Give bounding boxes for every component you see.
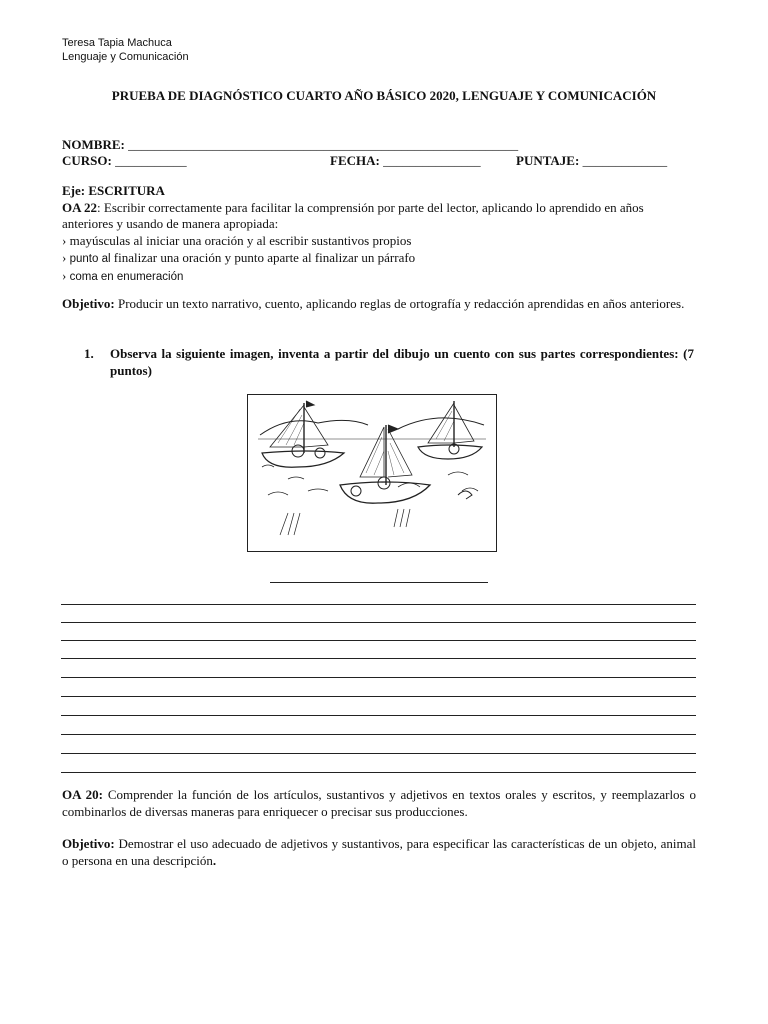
writing-line[interactable]: [61, 753, 696, 754]
writing-line[interactable]: [61, 772, 696, 773]
student-fields: [62, 137, 702, 169]
fecha-group: [330, 153, 481, 169]
objetivo-1-text: Producir un texto narrativo, cuento, aplicando reglas de ortografía y redacción aprendidas en años anteriores.: [114, 296, 685, 311]
eje-heading: Eje: ESCRITURA: [62, 183, 165, 198]
puntaje-group: [516, 153, 667, 169]
oa22-label: OA 22: [62, 199, 98, 215]
fecha-field[interactable]: _______________: [383, 153, 481, 168]
oa20-section: [62, 787, 696, 820]
objetivo-1: [62, 296, 696, 313]
writing-line[interactable]: [61, 640, 696, 641]
objetivo-2: Objetivo: Demostrar el uso adecuado de adjetivos y sustantivos, para especificar las características de un objeto, animal o persona en una descripción.: [62, 836, 696, 868]
oa22-text: : Escribir correctamente para facilitar la comprensión por parte del lector, aplicando lo aprendido en años anteriores y usando de manera apropiada:: [62, 199, 644, 231]
curso-row: [62, 153, 702, 169]
bullet-item: › coma en enumeración: [62, 267, 184, 283]
oa20-text: Comprender la función de los artículos, sustantivos y adjetivos en textos orales y escritos, y reemplazarlos o combinarlos de diversas maneras para enriquecer o precisar sus producciones.: [62, 787, 696, 819]
bullet-item: › mayúsculas al iniciar una oración y al escribir sustantivos propios: [62, 232, 412, 248]
subject-name: Lenguaje y Comunicación: [62, 51, 189, 63]
page-title: PRUEBA DE DIAGNÓSTICO CUARTO AÑO BÁSICO 2020, LENGUAJE Y COMUNICACIÓN: [111, 88, 657, 103]
document-header: [62, 36, 189, 64]
oa20-label: OA 20:: [62, 787, 103, 802]
objetivo-2-label: Objetivo:: [62, 836, 115, 851]
story-title-line[interactable]: [270, 582, 488, 583]
fecha-label: FECHA:: [330, 153, 380, 168]
writing-line[interactable]: [61, 715, 696, 716]
writing-line[interactable]: [61, 734, 696, 735]
sailboats-illustration: [247, 394, 497, 552]
bullet-item: › punto al finalizar una oración y punto aparte al finalizar un párrafo: [62, 250, 416, 265]
writing-line[interactable]: [61, 677, 696, 678]
puntaje-field[interactable]: _____________: [582, 153, 668, 168]
objetivo-2-text: Demostrar el uso adecuado de adjetivos y sustantivos, para especificar las características de un objeto, animal o persona en una descripción: [62, 836, 696, 868]
author-name: Teresa Tapia Machuca: [62, 37, 172, 49]
objetivo-1-label: Objetivo:: [62, 296, 115, 311]
nombre-label: NOMBRE:: [62, 137, 125, 152]
question-number: 1.: [84, 346, 94, 361]
question-1: [84, 345, 694, 379]
writing-line[interactable]: [61, 658, 696, 659]
sailboats-drawing: [248, 395, 496, 551]
nombre-row: [62, 137, 702, 153]
oa22-section: [62, 183, 696, 285]
puntaje-label: PUNTAJE:: [516, 153, 580, 168]
curso-label: CURSO:: [62, 153, 112, 168]
curso-field[interactable]: ___________: [115, 153, 187, 168]
writing-line[interactable]: [61, 696, 696, 697]
writing-line[interactable]: [61, 604, 696, 605]
nombre-field[interactable]: ____________________________________________________________: [128, 137, 519, 152]
writing-line[interactable]: [61, 622, 696, 623]
question-text: Observa la siguiente imagen, inventa a partir del dibujo un cuento con sus partes correspondientes: (7 puntos): [110, 346, 694, 378]
